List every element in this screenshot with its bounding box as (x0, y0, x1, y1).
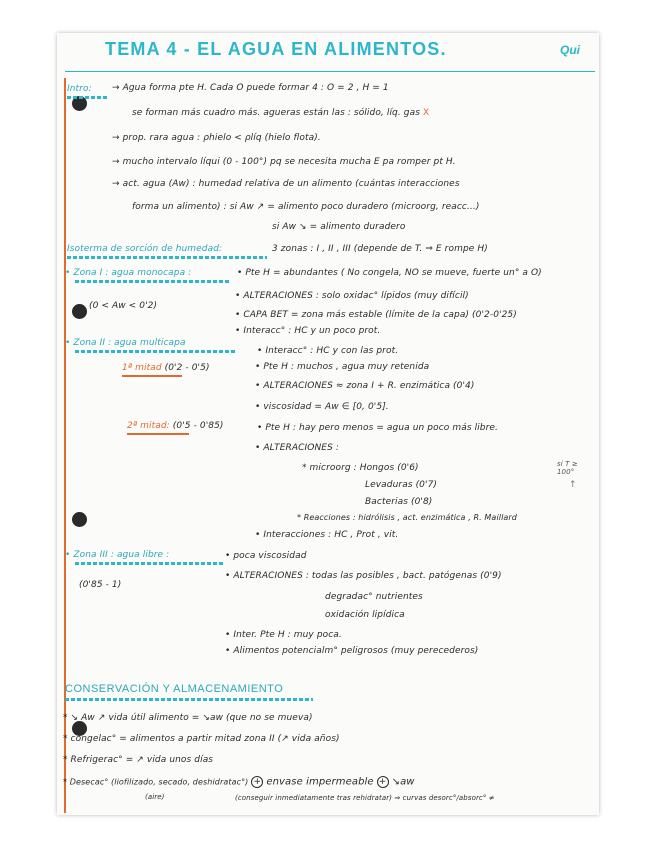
margin-line (64, 78, 66, 813)
mitad2-line-1: • Pte H : hay pero menos = agua un poco más libre. (257, 423, 498, 433)
conservacion-line-2: * congelac° = alimentos a partir mitad zona II (↗ vida años) (63, 734, 340, 744)
mitad2-line-2: • ALTERACIONES : (255, 443, 339, 453)
envase-text: envase impermeable (266, 776, 374, 788)
isoterma-text: 3 zonas : I , II , III (depende de T. ⇒ E rompe H) (272, 244, 488, 254)
mitad2-line-6: * Reacciones : hidrólisis , act. enzimática , R. Maillard (297, 513, 517, 522)
isoterma-label: Isoterma de sorción de humedad: (67, 244, 223, 254)
conservacion-underline (65, 698, 313, 701)
side-note: si T ≥ 100° (557, 460, 578, 476)
conservacion-line-5: (conseguir inmediatamente tras rehidratar) ⇒ curvas desorc°/absorc° ≠ (235, 794, 495, 802)
intro-line-3: → prop. rara agua : ρhielo < ρlíq (hielo flota). (112, 133, 321, 143)
intro-line-5: → act. agua (Aw) : humedad relativa de un alimento (cuántas interacciones (112, 179, 460, 189)
intro-label: Intro: (67, 84, 92, 94)
mitad2-line-3: * microorg : Hongos (0'6) (302, 463, 419, 473)
mitad1-label: 1ª mitad (122, 363, 162, 373)
zona3-line-4: oxidación lipídica (325, 610, 405, 620)
intro-line-2: se forman más cuadro más. agueras están las : sólido, líq. gas X (132, 108, 430, 118)
conservacion-title: CONSERVACIÓN Y ALMACENAMIENTO (65, 683, 284, 695)
gas-cross-mark: X (422, 108, 430, 118)
zona3-line-2: • ALTERACIONES : todas las posibles , bact. patógenas (0'9) (225, 571, 502, 581)
aw-text: ↘aw (391, 776, 415, 788)
plus-circle: + (377, 776, 389, 788)
zona1-label: • Zona I : agua monocapa : (65, 268, 192, 278)
mitad1-range: (0'2 - 0'5) (164, 363, 210, 373)
isoterma-underline (67, 256, 267, 259)
subject-label: Qui (560, 43, 580, 57)
conservacion-line-1: * ↘ Aw ↗ vida útil alimento = ↘aw (que no se mueva) (63, 713, 313, 723)
side-arrow: ↑ (569, 480, 577, 490)
zona1-line-3: • CAPA BET = zona más estable (límite de la capa) (0'2-0'25) (235, 310, 517, 320)
intro-line-6: forma un alimento) : si Aw ↗ = alimento poco duradero (microorg, reacc...) (132, 202, 480, 212)
zona2-label: • Zona II : agua multicapa (65, 338, 186, 348)
mitad2-line-4: Levaduras (0'7) (365, 480, 438, 490)
zona1-line-1: • Pte H = abundantes ( No congela, NO se mueve, fuerte un° a O) (237, 268, 542, 278)
binder-hole (72, 512, 87, 527)
mitad1-line-1: • Interacc° : HC y con las prot. (257, 346, 399, 356)
zona1-line-2: • ALTERACIONES : solo oxidac° lípidos (muy difícil) (235, 291, 469, 301)
mitad2-line-7: • Interacciones : HC , Prot , vit. (255, 530, 399, 540)
zona3-line-6: • Alimentos potencialm° peligrosos (muy perecederos) (225, 646, 479, 656)
mitad1-line-2: • Pte H : muchos , agua muy retenida (255, 362, 430, 372)
zona3-range: (0'85 - 1) (79, 580, 122, 590)
notebook-page (57, 33, 599, 815)
mitad2-line-5: Bacterias (0'8) (365, 497, 433, 507)
conservacion-line-3: * Refrigerac° = ↗ vida unos días (63, 755, 214, 765)
intro-line-1: → Agua forma pte H. Cada O puede formar 4 : O = 2 , H = 1 (112, 83, 389, 93)
page-title: TEMA 4 - EL AGUA EN ALIMENTOS. (105, 39, 447, 59)
mitad1-underline (122, 375, 182, 377)
zona3-line-5: • Inter. Pte H : muy poca. (225, 630, 342, 640)
mitad1-heading (122, 363, 210, 373)
mitad2-heading (127, 421, 224, 431)
aire-note: (aire) (145, 793, 165, 801)
zona3-label: • Zona III : agua libre : (65, 550, 170, 560)
binder-hole (72, 304, 87, 319)
zona1-line-4: • Interacc° : HC y un poco prot. (235, 326, 381, 336)
zona1-range: (0 < Aw < 0'2) (89, 301, 158, 311)
mitad2-label: 2ª mitad: (127, 421, 170, 431)
plus-circle: + (251, 776, 263, 788)
mitad2-range: (0'5 - 0'85) (172, 421, 224, 431)
mitad1-line-4: • viscosidad = Aw ∈ [0, 0'5]. (255, 402, 389, 412)
mitad2-underline (127, 433, 189, 435)
intro-underline (67, 96, 107, 99)
zona3-line-1: • poca viscosidad (225, 551, 307, 561)
mitad1-line-3: • ALTERACIONES ≈ zona I + R. enzimática (0'4) (255, 381, 475, 391)
intro-line-4: → mucho intervalo líqui (0 - 100°) pq se necesita mucha E pa romper pt H. (112, 157, 456, 167)
zona3-underline (75, 562, 223, 565)
zona1-underline (75, 280, 230, 283)
title-rule (65, 71, 595, 72)
conservacion-line-4: * Desecac° (liofilizado, secado, deshidratac°) + envase impermeable + ↘aw (63, 776, 415, 788)
zona3-line-3: degradac° nutrientes (325, 592, 423, 602)
intro-line-7: si Aw ↘ = alimento duradero (272, 222, 406, 232)
zona2-underline (75, 350, 235, 353)
